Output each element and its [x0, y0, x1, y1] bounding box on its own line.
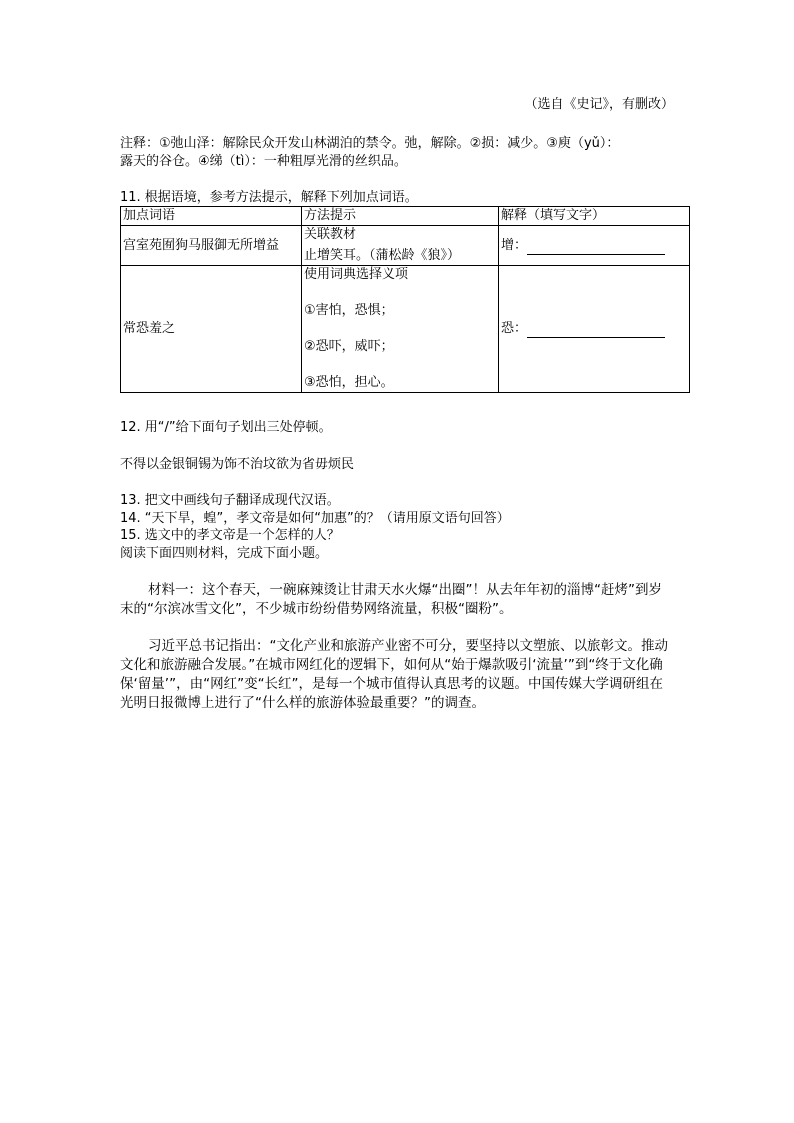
row1-word-text: 宫室苑囿狗马服御无所增益 [123, 237, 280, 253]
header-method: 方法提示 [302, 207, 499, 226]
header-word: 加点词语 [121, 207, 302, 226]
row2-answer-cell[interactable] [499, 266, 690, 393]
question-12-prompt: 12. 用“/”给下面句子划出三处停顿。 [120, 420, 332, 435]
annotation-line-2: 露天的谷仓。④绨（tì）：一种粗厚光滑的丝织品。 [120, 154, 407, 169]
row2-word-text: 常恐羞之 [123, 321, 176, 336]
question-13-prompt: 13. 把文中画线句子翻译成现代汉语。 [120, 493, 340, 508]
row1-answer-label: 增： [501, 237, 528, 253]
row2-option-1: ①害怕，恐惧； [304, 303, 394, 318]
header-answer: 解释（填写文字） [499, 207, 690, 226]
question-15-prompt: 15. 选文中的孝文帝是一个怎样的人？ [120, 528, 340, 543]
material-2-paragraph: 习近平总书记指出：“文化产业和旅游产业密不可分，要坚持以文塑旅、以旅彰文。推动文化和旅游融合发展。”在城市网红化的逻辑下，如何从“始于爆款吸引‘流量’”到“终于文化确保‘留量’”，由“网红”变“长红”，是每一个城市值得认真思考的议题。中国传媒大学调研组在光明日报微博上进行了“什么样的旅游体验最重要？”的调查。 [120, 638, 668, 711]
row2-hint-title: 使用词典选择义项 [304, 267, 409, 282]
material-1-paragraph: 材料一：这个春天，一碗麻辣烫让甘肃天水火爆“出圈”！从去年年初的淄博“赶烤”到岁末的“尔滨冰雪文化”，不少城市纷纷借势网络流量，积极“圈粉”。 [120, 582, 662, 617]
row2-answer-label: 恐： [501, 321, 528, 336]
annotation-line-1: 注释：①弛山泽：解除民众开发山林湖泊的禁令。弛，解除。②损：减少。③庾（yǔ）： [120, 136, 620, 151]
row2-option-3: ③恐怕，担心。 [304, 375, 394, 390]
row1-hint [302, 226, 499, 266]
question-11-table [120, 206, 690, 393]
source-citation: （选自《史记》，有删改） [524, 97, 674, 112]
question-11-prompt: 11. 根据语境，参考方法提示，解释下列加点词语。 [120, 190, 418, 205]
table-row [121, 226, 690, 266]
row1-word [121, 226, 302, 266]
row1-hint-title: 关联教材 [304, 227, 357, 242]
question-14-prompt: 14. “天下旱，蝗”，孝文帝是如何“加惠”的？（请用原文语句回答） [120, 511, 510, 526]
row1-answer-cell[interactable] [499, 226, 690, 266]
row2-hint [302, 266, 499, 393]
reading-intro: 阅读下面四则材料，完成下面小题。 [120, 546, 329, 561]
row2-word [121, 266, 302, 393]
table-row [121, 266, 690, 393]
row2-answer-blank[interactable] [527, 323, 665, 338]
row1-answer-blank[interactable] [527, 240, 665, 255]
row1-hint-example: 止增笑耳。（蒲松龄《狼》） [304, 248, 461, 263]
row2-option-2: ②恐吓，威吓； [304, 339, 394, 354]
table-header-row [121, 207, 690, 226]
question-12-sentence: 不得以金银铜锡为饰不治坟欲为省毋烦民 [120, 457, 355, 472]
